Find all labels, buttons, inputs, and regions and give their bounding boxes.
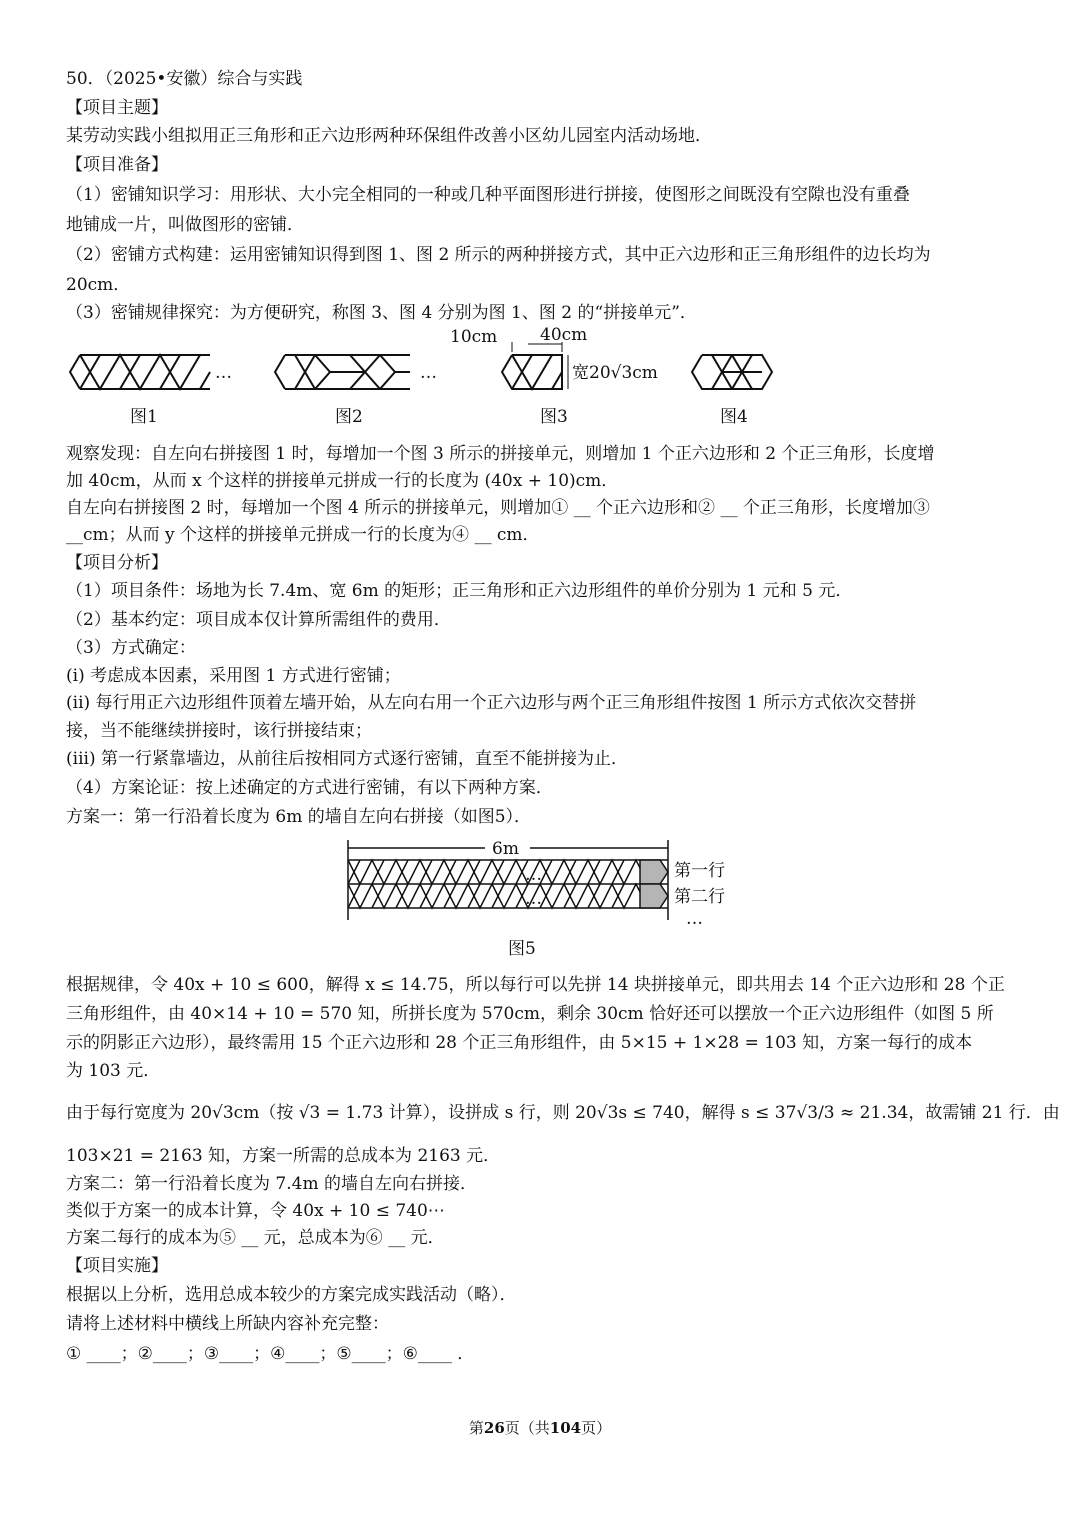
footer-suffix: 页） xyxy=(581,1419,612,1437)
fig1-tiling xyxy=(70,355,210,389)
text-line: __cm；从而 y 个这样的拼接单元拼成一行的长度为④ __ cm． xyxy=(66,525,540,545)
text-line: (iii) 第一行紧靠墙边，从前往后按相同方式逐行密铺，直至不能拼接为止． xyxy=(66,749,628,769)
row1-label: 第一行 xyxy=(674,861,725,881)
fig5-label: 图5 xyxy=(508,939,536,959)
text-line: 接，当不能继续拼接时，该行拼接结束； xyxy=(66,721,372,741)
fig5-ellipsis-1: … xyxy=(525,865,542,885)
dim-6m: 6m xyxy=(492,839,519,859)
text-line: （2）基本约定：项目成本仅计算所需组件的费用． xyxy=(66,610,451,630)
text-line: （1）项目条件：场地为长 7.4m、宽 6m 的矩形；正三角形和正六边形组件的单价分别为 1 元和 5 元． xyxy=(66,581,853,601)
fig2-tiling xyxy=(275,355,410,389)
text-line: 观察发现：自左向右拼接图 1 时，每增加一个图 3 所示的拼接单元，则增加 1 个正六边形和 2 个正三角形，长度增 xyxy=(66,444,935,464)
text-line: 20cm． xyxy=(66,275,131,295)
text-line: 为 103 元． xyxy=(66,1061,161,1081)
fig1-label: 图1 xyxy=(130,407,158,427)
section-heading: 【项目分析】 xyxy=(66,553,168,573)
text-line: 由于每行宽度为 20√3cm（按 √3 = 1.73 计算），设拼成 s 行，则 20√3s ≤ 740，解得 s ≤ 37√3/3 ≈ 21.34，故需铺 21 行．由 xyxy=(66,1103,1060,1123)
row2-label: 第二行 xyxy=(674,887,725,907)
text-line: (ii) 每行用正六边形组件顶着左墙开始，从左向右用一个正六边形与两个正三角形组件按图 1 所示方式依次交替拼 xyxy=(66,693,917,713)
text-line: 类似于方案一的成本计算，令 40x + 10 ≤ 740⋯ xyxy=(66,1201,445,1221)
fig4-unit xyxy=(692,355,772,389)
fig1-ellipsis: … xyxy=(215,363,232,383)
fig5-ellipsis-2: … xyxy=(525,889,542,909)
text-line: 方案一：第一行沿着长度为 6m 的墙自左向右拼接（如图5）． xyxy=(66,807,532,827)
dim-40cm: 40cm xyxy=(540,325,588,345)
fig2-label: 图2 xyxy=(335,407,363,427)
dim-width: 宽20√3cm xyxy=(572,363,658,383)
fig3-unit xyxy=(502,342,568,389)
text-line: 三角形组件，由 40×14 + 10 = 570 知，所拼长度为 570cm，剩余 30cm 恰好还可以摆放一个正六边形组件（如图 5 所 xyxy=(66,1004,994,1024)
footer-total-pages: 104 xyxy=(549,1419,582,1437)
section-heading: 【项目准备】 xyxy=(66,155,168,175)
section-heading: 【项目实施】 xyxy=(66,1256,168,1276)
problem-number: 50．（2025•安徽）综合与实践 xyxy=(66,69,303,89)
footer-page-number: 26 xyxy=(483,1419,505,1437)
figures-1-to-4 xyxy=(60,322,1020,432)
section-heading: 【项目主题】 xyxy=(66,98,168,118)
fig4-label: 图4 xyxy=(720,407,748,427)
text-line: （2）密铺方式构建：运用密铺知识得到图 1、图 2 所示的两种拼接方式，其中正六边形和正三角形组件的边长均为 xyxy=(66,245,931,265)
text-line: （4）方案论证：按上述确定的方式进行密铺，有以下两种方案． xyxy=(66,778,553,798)
text-line: (i) 考虑成本因素，采用图 1 方式进行密铺； xyxy=(66,666,401,686)
text-line: 某劳动实践小组拟用正三角形和正六边形两种环保组件改善小区幼儿园室内活动场地． xyxy=(66,126,712,146)
text-line: 自左向右拼接图 2 时，每增加一个图 4 所示的拼接单元，则增加① __ 个正六边形和② __ 个正三角形，长度增加③ xyxy=(66,498,930,518)
text-line: 方案二每行的成本为⑤ __ 元，总成本为⑥ __ 元． xyxy=(66,1228,445,1248)
dim-10cm: 10cm xyxy=(450,327,498,347)
text-line: 地铺成一片，叫做图形的密铺． xyxy=(66,215,304,235)
text-line: （3）方式确定： xyxy=(66,638,196,658)
text-line: 加 40cm，从而 x 个这样的拼接单元拼成一行的长度为 (40x + 10)cm． xyxy=(66,471,619,491)
text-line: 根据规律，令 40x + 10 ≤ 600，解得 x ≤ 14.75，所以每行可以先拼 14 块拼接单元，即共用去 14 个正六边形和 28 个正 xyxy=(66,975,1005,995)
fig2-ellipsis: … xyxy=(420,363,437,383)
text-line: 103×21 = 2163 知，方案一所需的总成本为 2163 元． xyxy=(66,1146,501,1166)
row-more: … xyxy=(686,909,703,929)
text-line: （3）密铺规律探究：为方便研究，称图 3、图 4 分别为图 1、图 2 的“拼接单元”． xyxy=(66,303,697,323)
answer-blanks: ① ____；②____；③____；④____；⑤____；⑥____ ． xyxy=(66,1344,475,1364)
text-line: （1）密铺知识学习：用形状、大小完全相同的一种或几种平面图形进行拼接，使图形之间既没有空隙也没有重叠 xyxy=(66,185,910,205)
footer-mid: 页（共 xyxy=(504,1419,550,1437)
text-line: 方案二：第一行沿着长度为 7.4m 的墙自左向右拼接． xyxy=(66,1174,477,1194)
page-footer xyxy=(0,1417,1080,1438)
fig3-label: 图3 xyxy=(540,407,568,427)
footer-prefix: 第 xyxy=(468,1419,484,1437)
text-line: 根据以上分析，选用总成本较少的方案完成实践活动（略）． xyxy=(66,1285,517,1305)
figure-5 xyxy=(330,834,750,962)
text-line: 示的阴影正六边形），最终需用 15 个正六边形和 28 个正三角形组件，由 5×15 + 1×28 = 103 知，方案一每行的成本 xyxy=(66,1033,973,1053)
text-line: 请将上述材料中横线上所缺内容补充完整： xyxy=(66,1314,389,1334)
